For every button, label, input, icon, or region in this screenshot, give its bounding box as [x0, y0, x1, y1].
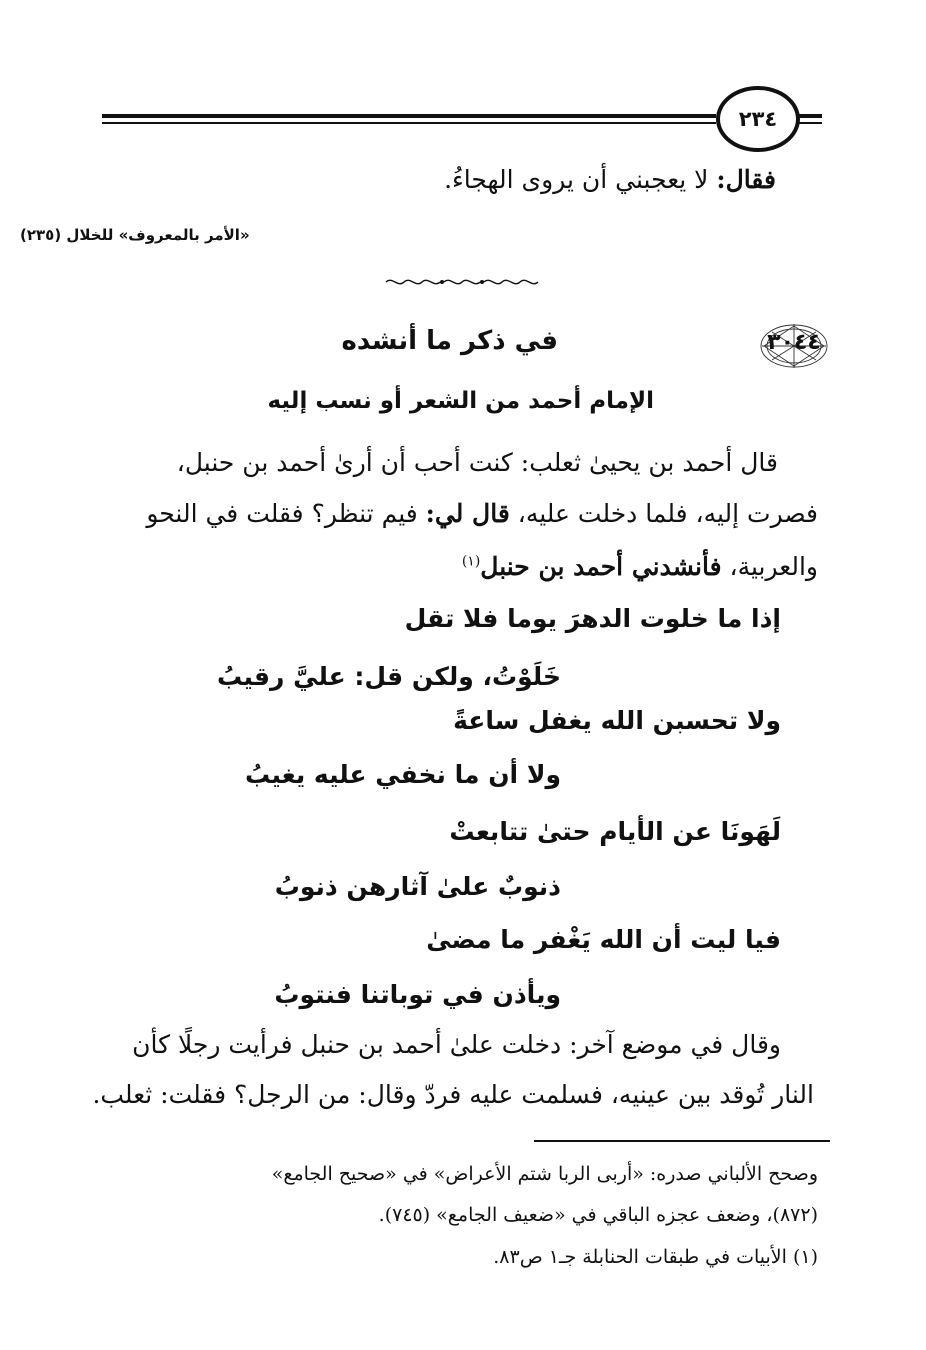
footnote-separator	[534, 1140, 830, 1142]
verse-line: لَهَونَا عن الأيام حتىٰ تتابعتْ	[449, 817, 781, 846]
body-p3-a: والعربية،	[721, 552, 818, 581]
quote-line	[444, 165, 776, 194]
page-number-text: ٢٣٤	[738, 107, 778, 131]
body-p2-b: قال لي:	[425, 499, 510, 528]
body-paragraph-line3	[462, 552, 818, 581]
quote-rest: لا يعجبني أن يروى الهجاءُ.	[444, 165, 717, 194]
header-rule-bottom	[102, 122, 716, 124]
verse-line: ذنوبٌ علىٰ آثارهن ذنوبُ	[274, 872, 561, 901]
body-paragraph-line5: النار تُوقد بين عينيه، فسلمت عليه فردّ وقال: من الرجل؟ فقلت: ثعلب.	[92, 1080, 814, 1109]
body-p3-b: فأنشدني أحمد بن حنبل	[480, 552, 722, 581]
verse-line: فيا ليت أن الله يَغْفر ما مضىٰ	[426, 925, 781, 954]
verse-line: إذا ما خلوت الدهرَ يوما فلا تقل	[404, 604, 781, 633]
header-rule-top	[102, 114, 716, 118]
page-number	[716, 86, 800, 152]
footnote-line2: (٨٧٢)، وضعف عجزه الباقي في «ضعيف الجامع» (٧٤٥).	[378, 1204, 818, 1226]
footnote-line1: وصحح الألباني صدره: «أربى الربا شتم الأعراض» في «صحيح الجامع»	[271, 1163, 818, 1185]
verse-line: ولا أن ما نخفي عليه يغيبُ	[245, 760, 561, 789]
body-p2-c: فيم تنظر؟ فقلت في النحو	[146, 499, 426, 528]
quote-lead: فقال:	[716, 165, 776, 194]
body-paragraph-line4: وقال في موضع آخر: دخلت علىٰ أحمد بن حنبل فرأيت رجلًا كأن	[132, 1030, 781, 1059]
section-title-line2: الإمام أحمد من الشعر أو نسب إليه	[267, 388, 654, 414]
body-paragraph-line2	[146, 499, 818, 528]
footnote-marker: (١)	[461, 553, 481, 570]
source-citation: «الأمر بالمعروف» للخلال (٢٣٥)	[20, 226, 250, 244]
ornament-divider-icon	[382, 274, 542, 290]
verse-line: خَلَوْتُ، ولكن قل: عليَّ رقيبُ	[217, 662, 561, 691]
header-rule-right-bottom	[796, 122, 822, 124]
body-p2-a: فصرت إليه، فلما دخلت عليه،	[509, 499, 818, 528]
section-title-line1: في ذكر ما أنشده	[341, 326, 558, 356]
body-paragraph-line1: قال أحمد بن يحيىٰ ثعلب: كنت أحب أن أرىٰ أحمد بن حنبل،	[176, 448, 778, 477]
verse-line: ويأذن في توباتنا فنتوبُ	[274, 980, 561, 1009]
section-number: ٣٠٤٤	[767, 330, 821, 355]
verse-line: ولا تحسبن الله يغفل ساعةً	[453, 706, 781, 735]
footnote-line3: (١) الأبيات في طبقات الحنابلة جـ١ ص٨٣.	[493, 1246, 818, 1268]
